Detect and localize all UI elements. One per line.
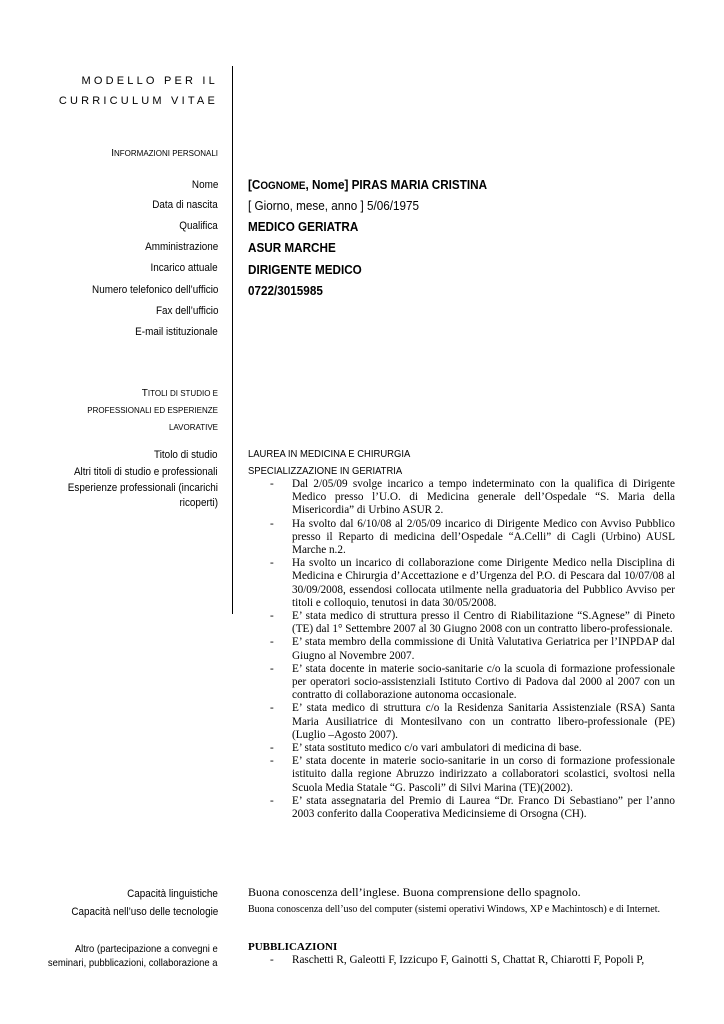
field-label-incarico: Incarico attuale [150,262,218,274]
field-value-amministrazione: ASUR MARCHE [248,240,336,255]
label-esperienze: Esperienze professionali (incarichi ricoperti) [67,482,218,509]
name-prefix: [C [248,177,261,192]
list-item: - Dal 2/05/09 svolge incarico a tempo indeterminato con la qualifica di Dirigente Medico presso l’U.O. di Medicina generale dell’Ospedale “S. Maria della Misericordia” di Urbino ASUR 2. [248,478,675,518]
list-item: - E’ stata assegnataria del Premio di Laurea “Dr. Franco Di Sebastiano” per l’anno 2003 conferito dalla Cooperativa Medicinsieme di Orsogna (CH). [248,795,675,821]
studies-heading-initial: T [141,388,148,399]
field-label-fax: Fax dell’ufficio [155,305,218,317]
value-capacita-linguistiche: Buona conoscenza dell’inglese. Buona comprensione dello spagnolo. [248,885,581,899]
field-value-telefono: 0722/3015985 [248,283,323,298]
publications-list [248,954,675,967]
list-item: - E’ stata docente in materie socio-sanitarie c/o la scuola di formazione professionale per operatori socio-assistenziali Istituto Cortivo di Padova dal 2000 al 2007 con un contratto di collaborazione autonoma occasionale. [248,663,675,703]
name-prefix-smallcaps: OGNOME [260,180,306,192]
field-label-email: E-mail istituzionale [135,326,218,338]
publications-heading: PUBBLICAZIONI [248,941,338,953]
list-item: - E’ stata medico di struttura c/o la Residenza Sanitaria Assistenziale (RSA) Santa Maria Ausiliatrice di Montesilvano con un contratto libero-professionale (PE) (Luglio –Agosto 2007). [248,702,675,742]
field-value-qualifica: MEDICO GERIATRA [248,219,359,234]
document-title [59,71,218,111]
field-value-data-nascita: [ Giorno, mese, anno ] 5/06/1975 [248,198,420,213]
heading-rest: NFORMAZIONI PERSONALI [113,149,218,158]
studies-heading [87,385,218,436]
field-value-incarico: DIRIGENTE MEDICO [248,262,362,277]
value-capacita-tecnologie: Buona conoscenza dell’uso del computer (sistemi operativi Windows, XP e Machintosch) e di Internet. [248,904,660,915]
label-altro-line1: Altro (partecipazione a convegni e [75,943,218,955]
label-altro-line2: seminari, pubblicazioni, collaborazione a [48,957,218,969]
experience-list [248,478,675,821]
label-capacita-tecnologie: Capacità nell’uso delle tecnologie [71,906,218,918]
title-line-2: CURRICULUM VITAE [58,95,218,107]
list-item: - Ha svolto un incarico di collaborazione come Dirigente Medico nella Disciplina di Medicina e Chirurgia d’Accettazione e d’Urgenza del P.O. di Pescara dal 10/07/08 al 30/09/2008, essendosi collocata utilmente nella graduatoria del Pubblico Avviso per titoli e colloquio, tenutosi in data 30/05/2008. [248,557,675,610]
list-item: - E’ stata docente in materie socio-sanitarie in un corso di formazione professionale istituito dalla regione Abruzzo indirizzato a collaboratori scolastici, svoltosi nella Scuola Media Statale “G. Pascoli” di Silvi Marina (TE)(2002). [248,755,675,795]
value-altri-titoli: SPECIALIZZAZIONE IN GERIATRIA [248,465,403,477]
studies-heading-line3: LAVORATIVE [168,423,218,432]
field-label-amministrazione: Amministrazione [144,241,218,253]
name-rest: , Nome] PIRAS MARIA CRISTINA [305,177,488,192]
field-label-telefono: Numero telefonico dell’ufficio [91,284,218,296]
label-altri-titoli: Altri titoli di studio e professionali [74,466,218,478]
studies-heading-line2: PROFESSIONALI ED ESPERIENZE [87,406,218,415]
label-capacita-linguistiche: Capacità linguistiche [127,888,218,900]
title-line-1: MODELLO PER IL [81,75,218,87]
field-label-qualifica: Qualifica [179,220,218,232]
label-titolo-studio: Titolo di studio [154,449,218,461]
personal-info-heading [111,145,218,162]
heading-initial: I [111,148,114,159]
list-item: - E’ stata membro della commissione di Unità Valutativa Geriatrica per l’INPDAP dal Giugno al Novembre 2007. [248,636,675,662]
list-item: - E’ stata sostituto medico c/o vari ambulatori di medicina di base. [248,742,675,755]
list-item: - Raschetti R, Galeotti F, Izzicupo F, Gainotti S, Chattat R, Chiarotti F, Popoli P, [248,954,675,967]
column-divider [232,66,233,614]
field-value-nome [248,177,487,194]
list-item: - E’ stata medico di struttura presso il Centro di Riabilitazione “S.Agnese” di Pineto (TE) dal 1° Settembre 2007 al 30 Giugno 2008 con un contratto libero-professionale. [248,610,675,636]
studies-heading-line1: ITOLI DI STUDIO E [147,389,218,398]
list-item: - Ha svolto dal 6/10/08 al 2/05/09 incarico di Dirigente Medico con Avviso Pubblico presso il Reparto di medicina dell’Ospedale “A.Celli” di Cagli (Urbino) AUSL Marche n.2. [248,518,675,558]
field-label-data-nascita: Data di nascita [152,199,218,211]
value-titolo-studio: LAUREA IN MEDICINA E CHIRURGIA [248,448,411,460]
field-label-nome: Nome [191,179,218,191]
